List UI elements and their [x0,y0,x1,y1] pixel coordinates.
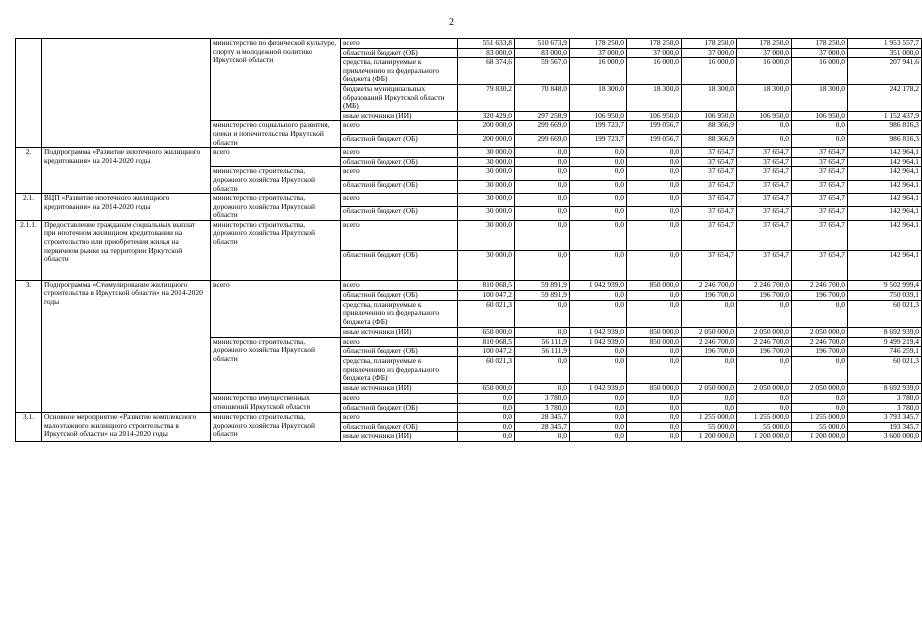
program-name [42,39,211,148]
amount-cell: 37 654,7 [682,250,737,280]
amount-cell: 0,0 [570,157,627,167]
amount-cell: 142 964,1 [848,250,922,280]
amount-cell: 196 700,0 [737,290,792,300]
amount-cell: 0,0 [570,290,627,300]
amount-cell: 0,0 [515,157,570,167]
amount-cell: 199 723,7 [570,121,627,134]
amount-cell: 106 950,0 [627,111,682,121]
amount-cell: 0,0 [627,194,682,207]
funding-source: всего [341,413,458,423]
amount-cell: 37 654,7 [737,250,792,280]
amount-cell: 0,0 [627,413,682,423]
amount-cell: 83 000,0 [458,48,515,58]
page-number: 2 [449,17,454,28]
amount-cell: 0,0 [570,347,627,357]
amount-cell: 199 056,7 [627,134,682,147]
amount-cell: 3 780,0 [848,394,922,404]
funding-source: всего [341,337,458,347]
amount-cell: 810 068,5 [458,280,515,290]
amount-cell: 0,0 [570,357,627,384]
amount-cell: 0,0 [458,432,515,442]
amount-cell: 37 654,7 [792,148,848,158]
amount-cell: 0,0 [515,194,570,207]
amount-cell: 37 000,0 [570,48,627,58]
amount-cell: 16 000,0 [737,58,792,85]
amount-cell: 2 246 700,0 [682,280,737,290]
program-name: Подпрограмма «Развитие ипотечного жилищного кредитования» на 2014-2020 годы [42,148,211,194]
amount-cell: 3 600 000,0 [848,432,922,442]
amount-cell: 0,0 [515,384,570,394]
amount-cell: 37 654,7 [737,207,792,220]
funding-source: областной бюджет (ОБ) [341,403,458,413]
amount-cell: 16 000,0 [682,58,737,85]
amount-cell: 510 673,9 [515,39,570,49]
amount-cell: 60 021,3 [458,357,515,384]
funding-source: всего [341,39,458,49]
amount-cell: 2 246 700,0 [737,280,792,290]
amount-cell: 351 000,0 [848,48,922,58]
amount-cell: 142 964,1 [848,148,922,158]
amount-cell: 18 300,0 [792,84,848,111]
executor-name: министерство социального развития, опеки и попечительства Иркутской области [211,121,341,148]
funding-source: всего [341,220,458,250]
program-name: ВЦП «Развитие ипотечного жилищного кредитования» на 2014-2020 годы [42,194,211,221]
amount-cell: 37 654,7 [737,180,792,193]
funding-source: иные источники (ИИ) [341,432,458,442]
amount-cell: 2 246 700,0 [682,337,737,347]
amount-cell: 0,0 [737,403,792,413]
amount-cell: 196 700,0 [682,347,737,357]
amount-cell: 2 050 000,0 [792,327,848,337]
amount-cell: 0,0 [458,422,515,432]
amount-cell: 178 250,0 [570,39,627,49]
amount-cell: 299 669,0 [515,121,570,134]
amount-cell: 0,0 [570,250,627,280]
amount-cell: 2 050 000,0 [792,384,848,394]
amount-cell: 0,0 [515,432,570,442]
amount-cell: 746 259,1 [848,347,922,357]
amount-cell: 30 000,0 [458,157,515,167]
amount-cell: 0,0 [682,394,737,404]
amount-cell: 3 793 345,7 [848,413,922,423]
amount-cell: 37 000,0 [737,48,792,58]
amount-cell: 0,0 [792,394,848,404]
amount-cell: 60 021,3 [848,300,922,327]
amount-cell: 199 723,7 [570,134,627,147]
amount-cell: 0,0 [570,180,627,193]
amount-cell: 0,0 [627,357,682,384]
amount-cell: 68 374,6 [458,58,515,85]
amount-cell: 297 258,9 [515,111,570,121]
amount-cell: 3 780,0 [515,394,570,404]
amount-cell: 142 964,1 [848,180,922,193]
executor-name: министерство строительства, дорожного хозяйства Иркутской области [211,194,341,221]
amount-cell: 37 654,7 [682,207,737,220]
executor-name: министерство строительства, дорожного хозяйства Иркутской области [211,413,341,442]
amount-cell: 37 654,7 [682,220,737,250]
amount-cell: 2 050 000,0 [682,327,737,337]
funding-source: средства, планируемые к привлечению из федерального бюджета (ФБ) [341,300,458,327]
executor-name: всего [211,148,341,167]
amount-cell: 30 000,0 [458,194,515,207]
amount-cell: 37 654,7 [792,250,848,280]
amount-cell: 106 950,0 [792,111,848,121]
amount-cell: 986 816,3 [848,134,922,147]
amount-cell: 207 941,6 [848,58,922,85]
funding-source: всего [341,167,458,180]
executor-name: министерство имущественных отношений Иркутской области [211,394,341,413]
amount-cell: 0,0 [792,134,848,147]
amount-cell: 0,0 [570,394,627,404]
amount-cell: 200 000,0 [458,134,515,147]
amount-cell: 2 050 000,0 [682,384,737,394]
amount-cell: 37 654,7 [792,167,848,180]
amount-cell: 0,0 [682,300,737,327]
amount-cell: 0,0 [570,300,627,327]
amount-cell: 1 042 939,0 [570,280,627,290]
amount-cell: 1 042 939,0 [570,384,627,394]
amount-cell: 28 345,7 [515,422,570,432]
amount-cell: 0,0 [627,347,682,357]
amount-cell: 0,0 [515,207,570,220]
amount-cell: 9 499 219,4 [848,337,922,347]
amount-cell: 178 250,0 [792,39,848,49]
amount-cell: 0,0 [627,157,682,167]
amount-cell: 242 178,2 [848,84,922,111]
amount-cell: 37 654,7 [682,167,737,180]
amount-cell: 196 700,0 [737,347,792,357]
amount-cell: 55 000,0 [682,422,737,432]
amount-cell: 0,0 [515,327,570,337]
amount-cell: 79 830,2 [458,84,515,111]
amount-cell: 1 953 557,7 [848,39,922,49]
funding-source: областной бюджет (ОБ) [341,290,458,300]
amount-cell: 60 021,3 [848,357,922,384]
funding-source: областной бюджет (ОБ) [341,180,458,193]
amount-cell: 16 000,0 [792,58,848,85]
amount-cell: 2 246 700,0 [737,337,792,347]
funding-table-body [16,39,922,442]
amount-cell: 0,0 [570,194,627,207]
amount-cell: 0,0 [570,207,627,220]
amount-cell: 196 700,0 [792,290,848,300]
amount-cell: 106 950,0 [570,111,627,121]
amount-cell: 199 056,7 [627,121,682,134]
amount-cell: 37 654,7 [682,194,737,207]
amount-cell: 0,0 [458,403,515,413]
funding-source: областной бюджет (ОБ) [341,347,458,357]
amount-cell: 37 654,7 [682,148,737,158]
amount-cell: 59 567,0 [515,58,570,85]
funding-source: иные источники (ИИ) [341,111,458,121]
table-row [16,220,922,250]
funding-source: всего [341,148,458,158]
amount-cell: 18 300,0 [682,84,737,111]
amount-cell: 59 891,9 [515,290,570,300]
amount-cell: 30 000,0 [458,180,515,193]
amount-cell: 0,0 [627,148,682,158]
amount-cell: 0,0 [515,148,570,158]
amount-cell: 3 780,0 [848,403,922,413]
amount-cell: 100 047,2 [458,347,515,357]
amount-cell: 0,0 [570,403,627,413]
amount-cell: 59 891,9 [515,280,570,290]
amount-cell: 16 000,0 [570,58,627,85]
amount-cell: 0,0 [570,432,627,442]
amount-cell: 18 300,0 [737,84,792,111]
amount-cell: 850 000,0 [627,384,682,394]
amount-cell: 1 255 000,0 [682,413,737,423]
amount-cell: 0,0 [515,167,570,180]
amount-cell: 200 000,0 [458,121,515,134]
amount-cell: 0,0 [570,413,627,423]
amount-cell: 0,0 [570,422,627,432]
amount-cell: 0,0 [737,394,792,404]
amount-cell: 1 200 000,0 [792,432,848,442]
table-row [16,413,922,423]
amount-cell: 196 700,0 [682,290,737,300]
amount-cell: 2 050 000,0 [737,384,792,394]
amount-cell: 83 000,0 [515,48,570,58]
amount-cell: 320 429,0 [458,111,515,121]
funding-source: областной бюджет (ОБ) [341,250,458,280]
amount-cell: 37 654,7 [737,157,792,167]
table-row [16,148,922,158]
amount-cell: 37 000,0 [682,48,737,58]
amount-cell: 0,0 [792,121,848,134]
amount-cell: 850 000,0 [627,280,682,290]
amount-cell: 106 950,0 [682,111,737,121]
amount-cell: 142 964,1 [848,167,922,180]
funding-source: областной бюджет (ОБ) [341,207,458,220]
funding-source: всего [341,280,458,290]
amount-cell: 0,0 [627,250,682,280]
amount-cell: 0,0 [627,432,682,442]
funding-source: иные источники (ИИ) [341,327,458,337]
amount-cell: 37 654,7 [792,194,848,207]
amount-cell: 1 200 000,0 [682,432,737,442]
funding-source: областной бюджет (ОБ) [341,422,458,432]
amount-cell: 178 250,0 [737,39,792,49]
amount-cell: 0,0 [627,220,682,250]
amount-cell: 30 000,0 [458,220,515,250]
executor-name: министерство по физической культуре, спорту и молодежной политике Иркутской области [211,39,341,121]
amount-cell: 0,0 [515,250,570,280]
amount-cell: 28 345,7 [515,413,570,423]
amount-cell: 850 000,0 [627,337,682,347]
amount-cell: 106 950,0 [737,111,792,121]
amount-cell: 8 692 939,0 [848,384,922,394]
amount-cell: 178 250,0 [627,39,682,49]
amount-cell: 16 000,0 [627,58,682,85]
amount-cell: 56 111,9 [515,337,570,347]
amount-cell: 30 000,0 [458,148,515,158]
amount-cell: 0,0 [627,403,682,413]
funding-source: областной бюджет (ОБ) [341,134,458,147]
amount-cell: 55 000,0 [792,422,848,432]
row-index: 3. [16,280,42,412]
amount-cell: 30 000,0 [458,250,515,280]
amount-cell: 37 654,7 [682,180,737,193]
amount-cell: 0,0 [627,300,682,327]
amount-cell: 810 068,5 [458,337,515,347]
funding-source: средства, планируемые к привлечению из федерального бюджета (ФБ) [341,357,458,384]
amount-cell: 850 000,0 [627,327,682,337]
funding-source: областной бюджет (ОБ) [341,157,458,167]
amount-cell: 0,0 [627,422,682,432]
amount-cell: 1 255 000,0 [792,413,848,423]
program-name: Предоставление гражданам социальных выплат при ипотечном жилищном кредитовании на строительство или приобретения жилья на первичном рынке на территории Иркутской области [42,220,211,280]
row-index [16,39,42,148]
amount-cell: 0,0 [458,394,515,404]
amount-cell: 0,0 [627,394,682,404]
amount-cell: 55 000,0 [737,422,792,432]
amount-cell: 650 000,0 [458,327,515,337]
amount-cell: 0,0 [627,207,682,220]
funding-source: всего [341,394,458,404]
amount-cell: 0,0 [515,220,570,250]
amount-cell: 551 633,8 [458,39,515,49]
amount-cell: 18 300,0 [570,84,627,111]
amount-cell: 1 255 000,0 [737,413,792,423]
table-row [16,280,922,290]
amount-cell: 196 700,0 [792,347,848,357]
amount-cell: 37 654,7 [737,194,792,207]
amount-cell: 299 669,0 [515,134,570,147]
executor-name: министерство строительства, дорожного хозяйства Иркутской области [211,220,341,280]
table-row [16,39,922,49]
funding-source: всего [341,194,458,207]
amount-cell: 0,0 [515,357,570,384]
amount-cell: 37 654,7 [737,148,792,158]
funding-source: бюджеты муниципальных образований Иркутской области (МБ) [341,84,458,111]
amount-cell: 142 964,1 [848,194,922,207]
amount-cell: 56 111,9 [515,347,570,357]
amount-cell: 1 042 939,0 [570,337,627,347]
amount-cell: 0,0 [682,403,737,413]
amount-cell: 650 000,0 [458,384,515,394]
amount-cell: 0,0 [570,148,627,158]
row-index: 3.1. [16,413,42,442]
amount-cell: 0,0 [737,121,792,134]
executor-name: министерство строительства, дорожного хозяйства Иркутской области [211,337,341,393]
amount-cell: 0,0 [515,180,570,193]
executor-name: министерство строительства, дорожного хозяйства Иркутской области [211,167,341,194]
amount-cell: 0,0 [792,300,848,327]
program-name: Подпрограмма «Стимулирование жилищного строительства в Иркутской области» на 2014-2020 годы [42,280,211,412]
amount-cell: 37 654,7 [792,220,848,250]
amount-cell: 70 848,0 [515,84,570,111]
amount-cell: 37 654,7 [737,220,792,250]
amount-cell: 9 502 999,4 [848,280,922,290]
row-index: 2.1. [16,194,42,221]
amount-cell: 178 250,0 [682,39,737,49]
amount-cell: 8 692 939,0 [848,327,922,337]
funding-table [15,38,922,442]
amount-cell: 0,0 [570,167,627,180]
executor-name: всего [211,280,341,337]
amount-cell: 0,0 [570,220,627,250]
amount-cell: 0,0 [627,167,682,180]
amount-cell: 750 039,1 [848,290,922,300]
funding-source: областной бюджет (ОБ) [341,48,458,58]
amount-cell: 193 345,7 [848,422,922,432]
row-index: 2. [16,148,42,194]
row-index: 2.1.1. [16,220,42,280]
amount-cell: 142 964,1 [848,157,922,167]
amount-cell: 0,0 [737,357,792,384]
amount-cell: 0,0 [737,300,792,327]
amount-cell: 0,0 [792,403,848,413]
amount-cell: 60 021,3 [458,300,515,327]
amount-cell: 100 047,2 [458,290,515,300]
amount-cell: 1 200 000,0 [737,432,792,442]
amount-cell: 37 654,7 [682,157,737,167]
amount-cell: 0,0 [627,180,682,193]
amount-cell: 0,0 [458,413,515,423]
amount-cell: 0,0 [627,290,682,300]
amount-cell: 1 152 437,9 [848,111,922,121]
amount-cell: 0,0 [792,357,848,384]
amount-cell: 37 654,7 [737,167,792,180]
amount-cell: 37 654,7 [792,157,848,167]
amount-cell: 142 964,1 [848,220,922,250]
amount-cell: 88 366,9 [682,121,737,134]
amount-cell: 88 366,9 [682,134,737,147]
amount-cell: 30 000,0 [458,207,515,220]
table-row [16,194,922,207]
amount-cell: 30 000,0 [458,167,515,180]
amount-cell: 2 246 700,0 [792,280,848,290]
amount-cell: 0,0 [737,134,792,147]
amount-cell: 0,0 [515,300,570,327]
program-name: Основное мероприятие «Развитие комплексного малоэтажного жилищного строительства в Иркутской области» на 2014-2020 годы [42,413,211,442]
amount-cell: 18 300,0 [627,84,682,111]
amount-cell: 142 964,1 [848,207,922,220]
amount-cell: 37 654,7 [792,207,848,220]
funding-source: средства, планируемые к привлечению из федерального бюджета (ФБ) [341,58,458,85]
funding-source: всего [341,121,458,134]
amount-cell: 1 042 939,0 [570,327,627,337]
amount-cell: 986 816,3 [848,121,922,134]
funding-source: иные источники (ИИ) [341,384,458,394]
amount-cell: 3 780,0 [515,403,570,413]
amount-cell: 2 050 000,0 [737,327,792,337]
amount-cell: 37 654,7 [792,180,848,193]
amount-cell: 37 000,0 [792,48,848,58]
amount-cell: 2 246 700,0 [792,337,848,347]
amount-cell: 37 000,0 [627,48,682,58]
amount-cell: 0,0 [682,357,737,384]
